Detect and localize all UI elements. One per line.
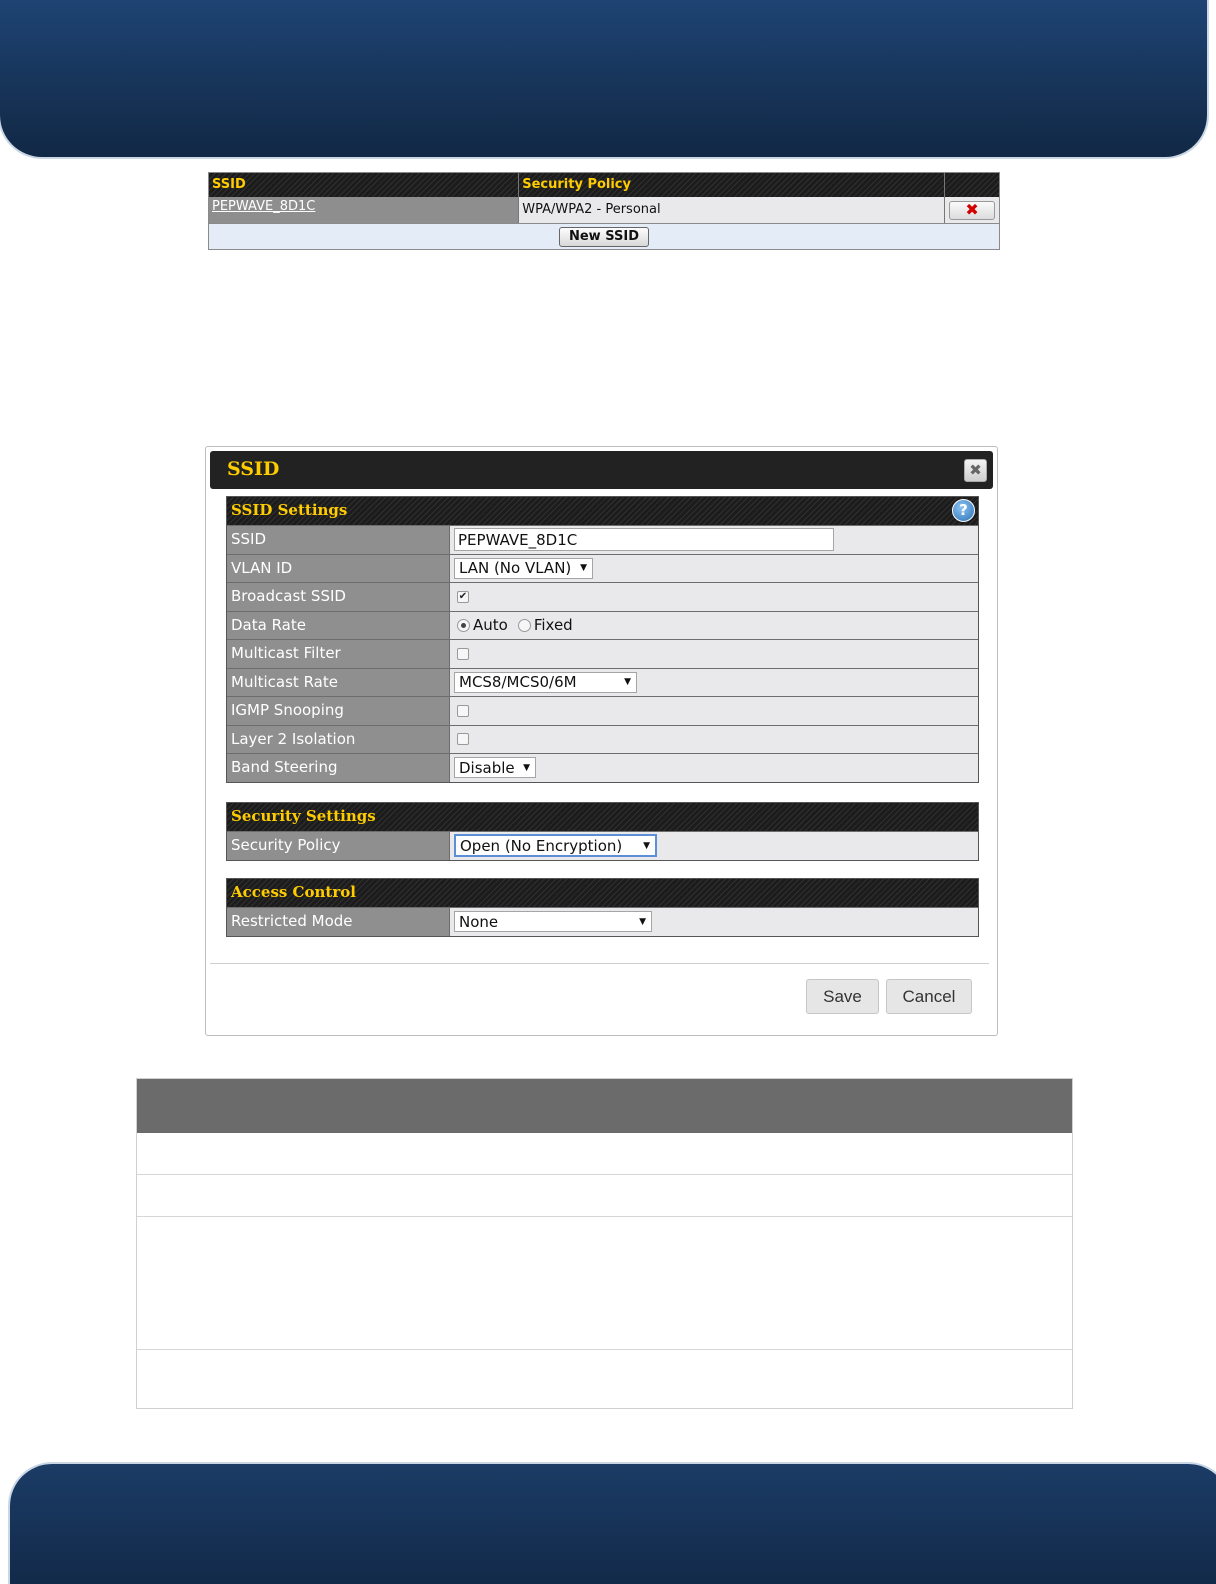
ssid-settings-header [227, 497, 978, 525]
cancel-button[interactable]: Cancel [886, 979, 972, 1014]
section-title: Security Settings [231, 807, 376, 825]
security-policy-label: Security Policy [227, 832, 450, 860]
data-rate-label: Data Rate [227, 612, 450, 640]
data-rate-row [227, 611, 978, 640]
data-rate-fixed-radio[interactable] [518, 619, 531, 632]
band-steering-select[interactable] [454, 757, 536, 778]
multicast-rate-label: Multicast Rate [227, 669, 450, 697]
multicast-filter-label: Multicast Filter [227, 640, 450, 668]
section-title: SSID Settings [231, 501, 348, 519]
ssid-list-table [208, 172, 1000, 250]
igmp-snooping-row [227, 696, 978, 725]
security-policy-select[interactable] [454, 834, 657, 857]
multicast-filter-row [227, 639, 978, 668]
ssid-settings-section [226, 496, 979, 783]
ssid-row [227, 525, 978, 554]
actions-cell [945, 197, 999, 223]
broadcast-ssid-checkbox[interactable]: ✔ [458, 590, 468, 602]
close-icon[interactable]: ✖ [964, 459, 987, 482]
table-row [209, 197, 999, 223]
table-row [137, 1133, 1072, 1175]
security-policy-cell: WPA/WPA2 - Personal [519, 197, 945, 223]
layer2-isolation-row [227, 725, 978, 754]
security-settings-header [227, 803, 978, 831]
access-control-section [226, 878, 979, 937]
chevron-down-icon: ▼ [639, 916, 646, 927]
ssid-input[interactable] [454, 528, 834, 551]
table-row [137, 1217, 1072, 1350]
band-steering-row [227, 753, 978, 782]
delete-button[interactable] [949, 201, 995, 220]
table-row [137, 1350, 1072, 1408]
broadcast-ssid-row [227, 582, 978, 611]
multicast-rate-row [227, 668, 978, 697]
security-settings-section [226, 802, 979, 861]
ssid-list-header [209, 173, 999, 197]
info-table [136, 1078, 1073, 1409]
multicast-rate-value: MCS8/MCS0/6M [459, 673, 577, 692]
multicast-filter-checkbox[interactable] [457, 648, 469, 660]
ssid-dialog [205, 446, 998, 1036]
access-control-header [227, 879, 978, 907]
restricted-mode-label: Restricted Mode [227, 908, 450, 936]
data-rate-auto-label: Auto [473, 616, 508, 635]
table-row [137, 1175, 1072, 1217]
restricted-mode-select[interactable] [454, 911, 652, 932]
ssid-list-footer [209, 223, 999, 249]
info-table-header [137, 1079, 1072, 1133]
layer2-isolation-checkbox[interactable] [457, 733, 469, 745]
broadcast-ssid-label: Broadcast SSID [227, 583, 450, 611]
ssid-label: SSID [227, 526, 450, 554]
data-rate-auto-radio[interactable] [457, 619, 470, 632]
column-header-ssid: SSID [209, 173, 519, 197]
new-ssid-button[interactable]: New SSID [559, 227, 649, 247]
multicast-rate-select[interactable] [454, 672, 637, 693]
bottom-banner [10, 1464, 1216, 1584]
igmp-snooping-label: IGMP Snooping [227, 697, 450, 725]
restricted-mode-value: None [459, 912, 499, 931]
band-steering-label: Band Steering [227, 754, 450, 782]
dialog-title: SSID [227, 458, 280, 480]
igmp-snooping-checkbox[interactable] [457, 705, 469, 717]
data-rate-fixed-label: Fixed [533, 616, 573, 635]
column-header-actions [945, 173, 999, 197]
help-icon[interactable]: ? [952, 499, 975, 522]
chevron-down-icon: ▼ [624, 677, 631, 688]
security-policy-value: Open (No Encryption) [460, 836, 623, 855]
restricted-mode-row [227, 907, 978, 936]
save-button[interactable]: Save [806, 979, 879, 1014]
dialog-title-bar [210, 451, 993, 489]
layer2-isolation-label: Layer 2 Isolation [227, 726, 450, 754]
band-steering-value: Disable [459, 758, 515, 777]
column-header-security-policy: Security Policy [519, 173, 945, 197]
vlan-id-label: VLAN ID [227, 555, 450, 583]
top-banner [0, 0, 1207, 157]
vlan-id-select[interactable] [454, 558, 593, 579]
vlan-id-value: LAN (No VLAN) [459, 559, 572, 578]
chevron-down-icon: ▼ [643, 840, 650, 851]
ssid-link[interactable]: PEPWAVE_8D1C [212, 199, 316, 214]
dialog-divider [210, 963, 989, 964]
vlan-id-row [227, 554, 978, 583]
security-policy-row [227, 831, 978, 860]
ssid-cell [209, 197, 519, 223]
section-title: Access Control [231, 883, 356, 901]
delete-icon: ✖ [965, 200, 979, 219]
chevron-down-icon: ▼ [580, 563, 587, 574]
chevron-down-icon: ▼ [523, 762, 530, 773]
